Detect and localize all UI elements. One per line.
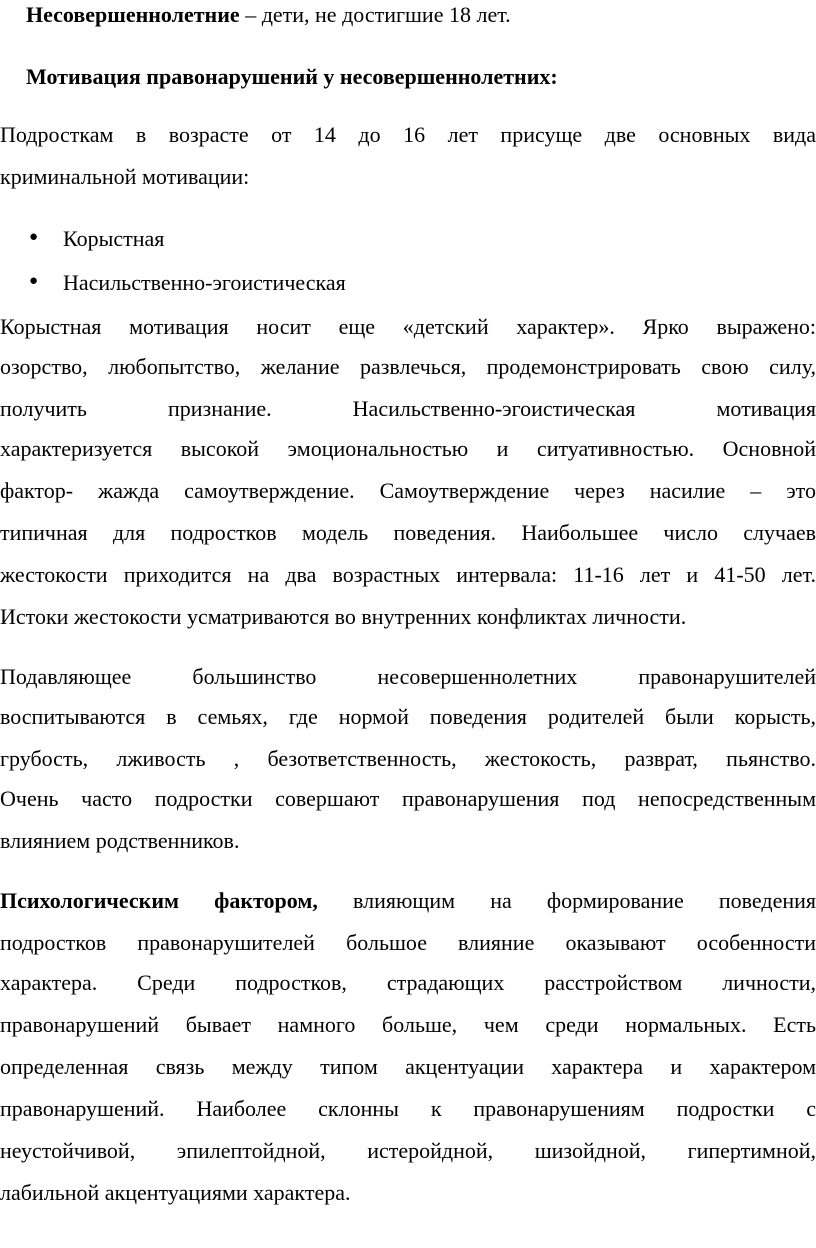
definition-term: Несовершеннолетние <box>26 2 240 27</box>
paragraph-line: получить признание. Насильственно-эгоистическая мотивация <box>0 396 816 421</box>
paragraph-line: Подавляющее большинство несовершеннолетних правонарушителей <box>0 664 816 689</box>
list-item-label: Насильственно-эгоистическая <box>63 270 346 295</box>
intro-line-1: Подросткам в возрасте от 14 до 16 лет присуще две основных вида <box>0 122 816 147</box>
intro-line-2: криминальной мотивации: <box>0 164 250 189</box>
paragraph-line: характера. Среди подростков, страдающих расстройством личности, <box>0 970 816 995</box>
bullet-dot-icon: ● <box>29 229 39 245</box>
paragraph-line: определенная связь между типом акцентуации характера и характером <box>0 1054 816 1079</box>
section-heading: Мотивация правонарушений у несовершеннолетних: <box>26 64 558 89</box>
paragraph-lead-text: влияющим на формирование поведения <box>317 888 816 913</box>
bullet-dot-icon: ● <box>29 273 39 289</box>
definition-text: – дети, не достигшие 18 лет. <box>239 2 511 27</box>
paragraph-line: воспитываются в семьях, где нормой поведения родителей были корысть, <box>0 704 816 729</box>
paragraph-line: типичная для подростков модель поведения. Наибольшее число случаев <box>0 520 816 545</box>
paragraph-line: Корыстная мотивация носит еще «детский характер». Ярко выражено: <box>0 314 816 339</box>
paragraph-line: неустойчивой, эпилептойдной, истеройдной, шизойдной, гипертимной, <box>0 1138 816 1163</box>
paragraph-line: влиянием родственников. <box>0 828 240 853</box>
paragraph-line: фактор- жажда самоутверждение. Самоутверждение через насилие – это <box>0 478 816 503</box>
paragraph-line: Очень часто подростки совершают правонарушения под непосредственным <box>0 786 816 811</box>
paragraph-line: правонарушений бывает намного больше, чем среди нормальных. Есть <box>0 1012 816 1037</box>
paragraph-line: правонарушений. Наиболее склонны к правонарушениям подростки с <box>0 1096 816 1121</box>
paragraph-line: озорство, любопытство, желание развлечься, продемонстрировать свою силу, <box>0 354 816 379</box>
paragraph-line: грубость, лживость , безответственность, жестокость, разврат, пьянство. <box>0 746 816 771</box>
paragraph-line: жестокости приходится на два возрастных интервала: 11-16 лет и 41-50 лет. <box>0 562 816 587</box>
paragraph-lead-bold: Психологическим фактором, <box>0 888 318 913</box>
paragraph-lead-line <box>0 886 816 916</box>
paragraph-line: характеризуется высокой эмоциональностью и ситуативностью. Основной <box>0 436 816 461</box>
paragraph-line: Истоки жестокости усматриваются во внутренних конфликтах личности. <box>0 604 687 629</box>
list-item-label: Корыстная <box>63 226 165 251</box>
definition-line <box>26 0 816 30</box>
paragraph-line: подростков правонарушителей большое влияние оказывают особенности <box>0 930 816 955</box>
paragraph-line: лабильной акцентуациями характера. <box>0 1180 351 1205</box>
